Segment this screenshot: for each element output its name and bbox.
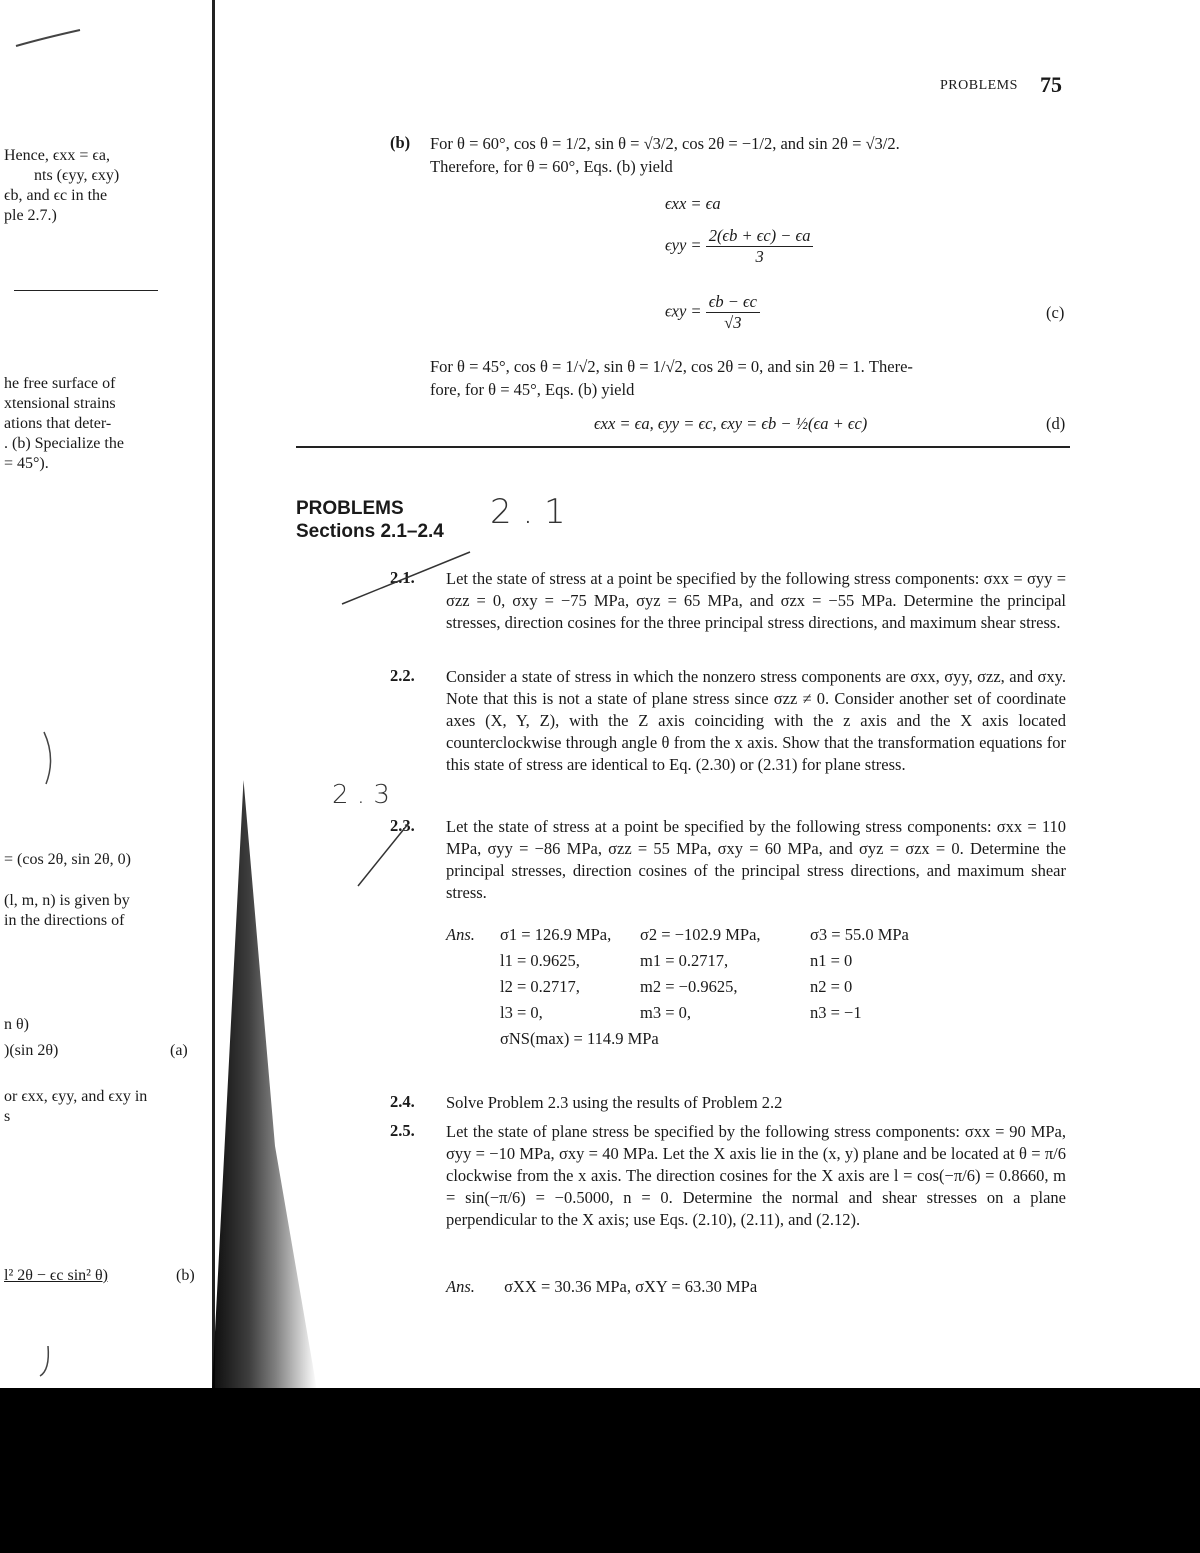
problem-text: Let the state of stress at a point be specified by the following stress components: σxx = σyy = σzz = 0, σxy = −75 MPa, σyz = 65 MPa, and σzx = −55 MPa. Determine the principal stresses, direction cosines for the three principal stress directions, and maximum shear stress. [446,569,1066,632]
eq-exy: ϵxy = $\frac{\epsilon b - \epsilon c}{√3}$ [665,292,760,333]
problem-text: Let the state of plane stress be specified by the following stress components: σxx = 90 MPa, σyy = −10 MPa, σxy = 40 MPa. Let the X axis lie in the (x, y) plane and be located at θ = π/6 clockwise from the x axis. The direction cosines for the X axis are l = cos(−π/6) = 0.8660, m = sin(−π/6) = −0.5000, n = 0. Determine the normal and shear stresses on a plane perpendicular to the X axis; use Eqs. (2.10), (2.11), and (2.12). [446,1122,1066,1229]
problems-title: PROBLEMS [296,498,404,519]
eq-d: ϵxx = ϵa, ϵyy = ϵc, ϵxy = ϵb − ½(ϵa + ϵc) [594,414,868,433]
problem-text: Consider a state of stress in which the nonzero stress components are σxx, σyy, σzz, and σxy. Note that this is not a state of plane stress since σzz ≠ 0. Consider another set of coordinate axes (X, Y, Z), with the Z axis coinciding with the z axis and the X axis located counterclockwise through angle θ from the x axis. Show that the transformation equations for this state of stress are identical to Eq. (2.30) or (2.31) for plane stress. [446,667,1066,774]
left-fragment-dir: (l, m, n) is given by in the directions of [4,892,130,929]
answer-value: σXX = 30.36 MPa, σXY = 63.30 MPa [504,1277,758,1296]
left-rule [14,290,158,291]
handwritten-note-2-3: 2 . 3 [332,780,390,810]
left-eq-2b: )(sin 2θ) [4,1042,59,1059]
problems-sections: Sections 2.1–2.4 [296,521,444,542]
gutter-line [212,0,215,1390]
eq-eyy-fraction: $\frac{2(\epsilon b + \epsilon c) - \epsilon a}{3}$ [706,226,814,267]
answer-2-3 [446,922,909,1052]
left-eq-3-tag: (b) [176,1267,195,1284]
left-fragment-for: or ϵxx, ϵyy, and ϵxy in s [4,1088,148,1125]
left-eq-2-tag: (a) [170,1042,188,1059]
left-eq-2a: n θ) [4,1016,29,1033]
eq-tag-c: (c) [1046,303,1065,322]
scan-shadow [212,780,317,1390]
part-b-line-3: For θ = 45°, cos θ = 1/√2, sin θ = 1/√2, cos 2θ = 0, and sin 2θ = 1. There- [430,357,913,376]
left-eq-3: l² 2θ − ϵc sin² θ) [4,1267,108,1284]
pen-mark-bottom [36,1344,56,1380]
part-b-label: (b) [390,133,411,152]
eq-exy-fraction: $\frac{\epsilon b - \epsilon c}{√3}$ [706,292,760,333]
problem-number: 2.4. [390,1092,415,1111]
pen-mark-2-1 [340,548,480,608]
problem-number: 2.5. [390,1121,415,1140]
scan-bottom-border [0,1388,1200,1553]
pen-mark-bracket [40,728,60,788]
answer-2-5 [446,1274,757,1300]
eq-eyy: ϵyy = $\frac{2(\epsilon b + \epsilon c) - \epsilon a}{3}$ [665,226,813,267]
left-eq-1: = (cos 2θ, sin 2θ, 0) [4,851,132,868]
problem-text: Let the state of stress at a point be specified by the following stress components: σxx = 110 MPa, σyy = −86 MPa, σzz = 55 MPa, σxy = 60 MPa, and σyz = σzx = 0. Determine the principal stresses, direction cosines of the principal stress directions, and maximum shear stress. [446,817,1066,902]
handwritten-note-2-1: 2 . 1 [490,492,566,532]
answer-label: Ans. [446,925,475,944]
pen-mark-2-3 [354,820,414,890]
problem-number: 2.3. [390,816,415,835]
left-fragment-mid: he free surface of xtensional strains ations that deter- . (b) Specialize the = 45°). [4,375,124,472]
pen-mark-top-left [14,26,84,50]
answer-label: Ans. [446,1277,475,1296]
eq-exx: ϵxx = ϵa [665,194,721,213]
eq-tag-d: (d) [1046,414,1066,433]
problem-number: 2.2. [390,666,415,685]
page-number: 75 [1040,72,1062,97]
section-rule [296,446,1070,448]
part-b-line-1: For θ = 60°, cos θ = 1/2, sin θ = √3/2, cos 2θ = −1/2, and sin 2θ = √3/2. [430,134,900,153]
left-fragment-top: Hence, ϵxx = ϵa, nts (ϵyy, ϵxy) ϵb, and ϵc in the ple 2.7.) [4,147,120,224]
running-title: PROBLEMS [940,78,1018,93]
answer-table: σ1 = 126.9 MPa, σ2 = −102.9 MPa, σ3 = 55.0 MPa l1 = 0.9625, m1 = 0.2717, n1 = 0 l2 = 0.2717, m2 = −0.9625, n2 = 0 l3 = 0, m3 = 0, n3 = −1 σNS(max) = 114.9 MPa [500,925,909,1048]
part-b-line-2: Therefore, for θ = 60°, Eqs. (b) yield [430,157,673,176]
problem-number: 2.1. [390,568,415,587]
part-b-line-4: fore, for θ = 45°, Eqs. (b) yield [430,380,635,399]
problem-text: Solve Problem 2.3 using the results of Problem 2.2 [446,1093,783,1112]
